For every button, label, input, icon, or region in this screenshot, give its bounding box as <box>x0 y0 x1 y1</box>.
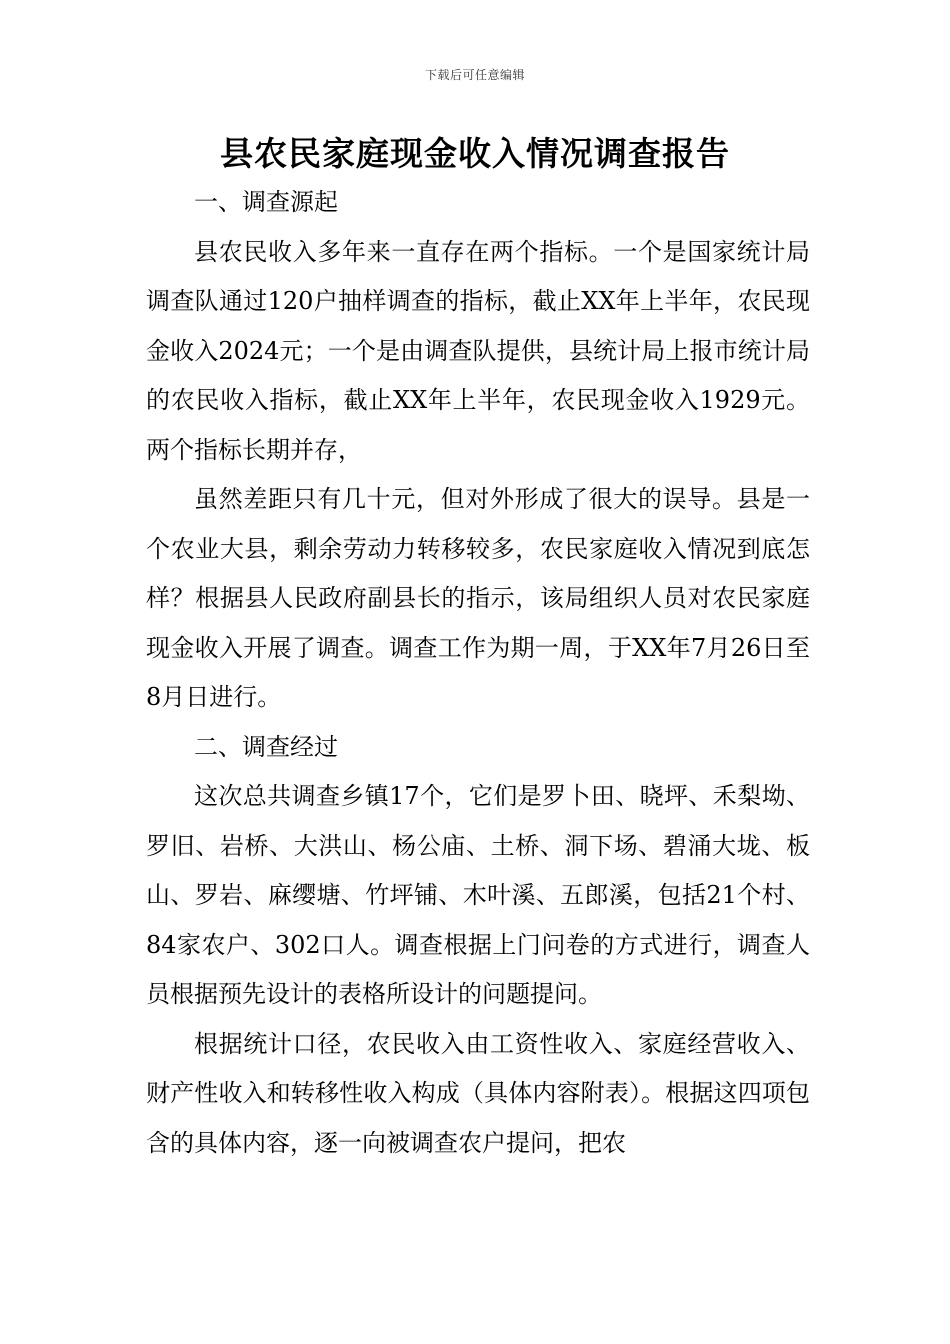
document-body <box>146 178 810 1168</box>
section-heading-process: 二、调查经过 <box>194 732 338 761</box>
body-paragraph: 根据统计口径，农民收入由工资性收入、家庭经营收入、财产性收入和转移性收入构成（具体内容附表）。根据这四项包含的具体内容，逐一向被调查农户提问，把农 <box>146 1029 810 1157</box>
body-paragraph: 虽然差距只有几十元，但对外形成了很大的误导。县是一个农业大县，剩余劳动力转移较多，农民家庭收入情况到底怎样？根据县人民政府副县长的指示，该局组织人员对农民家庭现金收入开展了调查。调查工作为期一周，于XX年7月26日至8月日进行。 <box>146 485 810 711</box>
header-note: 下载后可任意编辑 <box>424 68 525 82</box>
body-paragraph: 这次总共调查乡镇17个，它们是罗卜田、晓坪、禾梨坳、罗旧、岩桥、大洪山、杨公庙、土桥、洞下场、碧涌大垅、板山、罗岩、麻缨塘、竹坪铺、木叶溪、五郎溪，包括21个村、84家农户、302口人。调查根据上门问卷的方式进行，调查人员根据预先设计的表格所设计的问题提问。 <box>146 782 810 1008</box>
body-paragraph: 县农民收入多年来一直存在两个指标。一个是国家统计局调查队通过120户抽样调查的指标，截止XX年上半年，农民现金收入2024元；一个是由调查队提供，县统计局上报市统计局的农民收入指标，截止XX年上半年，农民现金收入1929元。两个指标长期并存， <box>146 237 810 464</box>
section-heading-origin: 一、调查源起 <box>194 188 338 216</box>
document-title: 县农民家庭现金收入情况调查报告 <box>220 134 730 173</box>
